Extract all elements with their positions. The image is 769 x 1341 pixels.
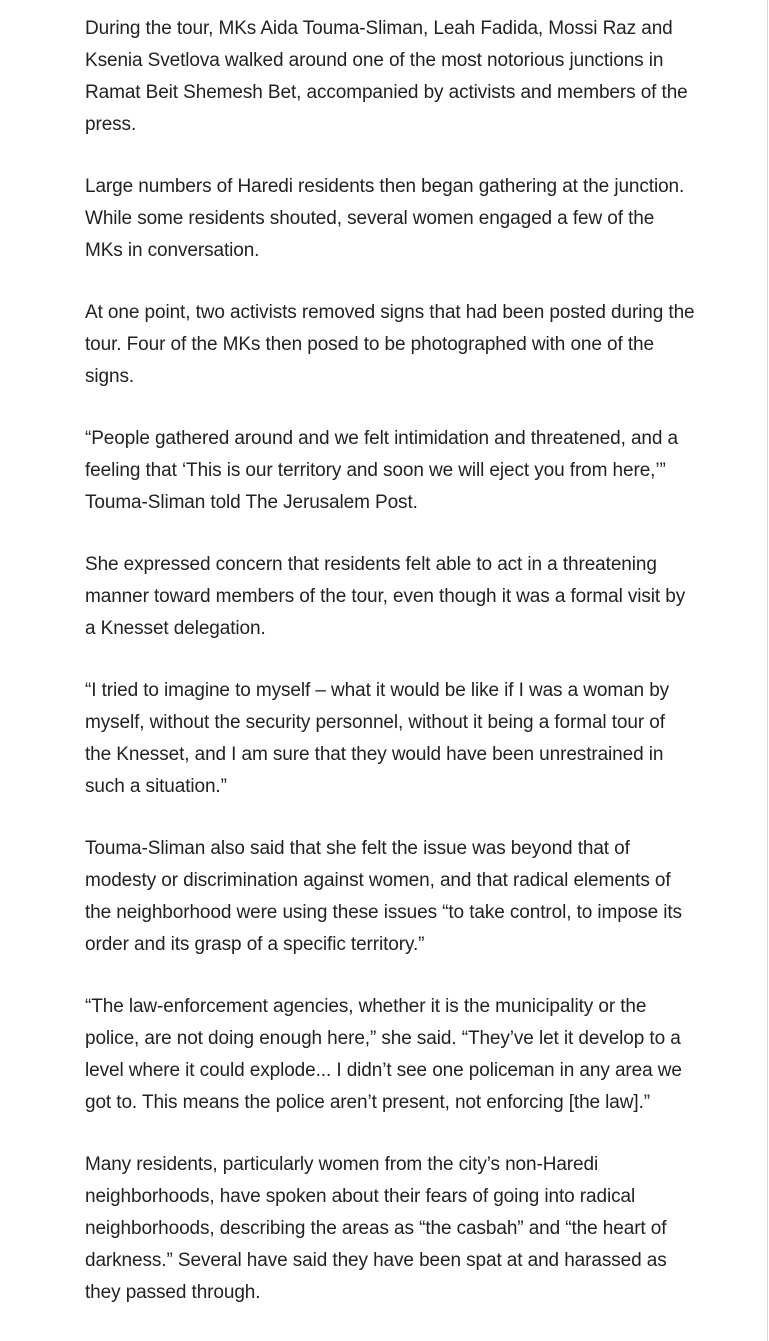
article-paragraph-7: Touma-Sliman also said that she felt the issue was beyond that of modesty or discrimination against women, and that radical elements of the neighborhood were using these issues “to take control, to impose its order and its grasp of a specific territory.” — [85, 838, 682, 955]
article-paragraph-1: During the tour, MKs Aida Touma-Sliman, Leah Fadida, Mossi Raz and Ksenia Svetlova walked around one of the most notorious junctions in Ramat Beit Shemesh Bet, accompanied by activists and members of the press. — [85, 18, 688, 135]
article-paragraph-9: Many residents, particularly women from the city’s non-Haredi neighborhoods, have spoken about their fears of going into radical neighborhoods, describing the areas as “the casbah” and “the heart of darkness.” Several have said they have been spat at and harassed as they passed through. — [85, 1154, 667, 1303]
article-paragraph-2: Large numbers of Haredi residents then began gathering at the junction. While some residents shouted, several women engaged a few of the MKs in conversation. — [85, 176, 685, 261]
article-body — [85, 13, 695, 1309]
article-paragraph-6: “I tried to imagine to myself – what it would be like if I was a woman by myself, without the security personnel, without it being a formal tour of the Knesset, and I am sure that they would have been unrestrained in such a situation.” — [85, 680, 670, 797]
article-paragraph-8: “The law-enforcement agencies, whether it is the municipality or the police, are not doing enough here,” she said. “They’ve let it develop to a level where it could explode... I didn’t see one policeman in any area we got to. This means the police aren’t present, not enforcing [the law].” — [85, 996, 682, 1113]
article-paragraph-4: “People gathered around and we felt intimidation and threatened, and a feeling that ‘This is our territory and soon we will eject you from here,’” Touma-Sliman told The Jerusalem Post. — [85, 428, 678, 513]
article-paragraph-5: She expressed concern that residents felt able to act in a threatening manner toward members of the tour, even though it was a formal visit by a Knesset delegation. — [85, 554, 686, 639]
article-paragraph-3: At one point, two activists removed signs that had been posted during the tour. Four of the MKs then posed to be photographed with one of the signs. — [85, 302, 695, 387]
